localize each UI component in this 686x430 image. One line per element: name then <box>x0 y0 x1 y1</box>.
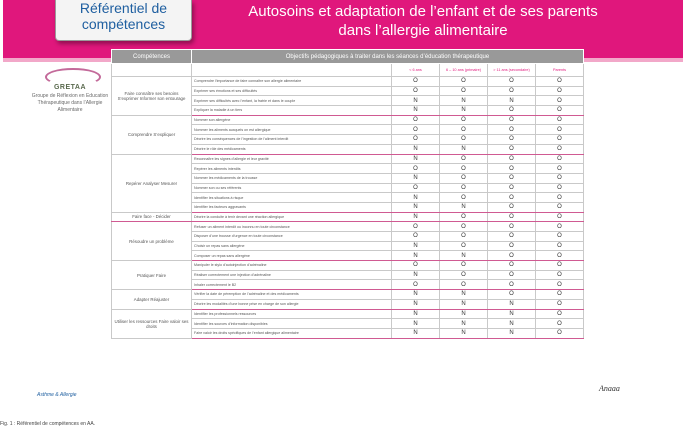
mark-cell: O <box>536 241 584 251</box>
table-row <box>112 115 584 125</box>
mark-cell: O <box>536 202 584 212</box>
mark-cell: N <box>440 309 488 319</box>
header-objectifs: Objectifs pédagogiques à traiter dans les séances d’éducation thérapeutique <box>192 50 584 64</box>
age-col-6-10: 6 – 10 ans (primaire) <box>440 64 488 77</box>
objective-cell: Nommer son allergène <box>192 115 392 125</box>
mark-cell: O <box>536 280 584 290</box>
objective-cell: Décrire les conséquences de l’ingestion de l’aliment interdit <box>192 135 392 145</box>
mark-cell: O <box>488 212 536 222</box>
mark-cell: O <box>536 193 584 203</box>
mark-cell: O <box>536 125 584 135</box>
objective-cell: Nommer son ou ses référents <box>192 183 392 193</box>
poster <box>3 0 683 408</box>
mark-cell: O <box>536 144 584 154</box>
mark-cell: O <box>536 135 584 145</box>
mark-cell: N <box>488 299 536 309</box>
mark-cell: O <box>392 261 440 271</box>
table-row <box>112 77 584 87</box>
mark-cell: O <box>536 251 584 261</box>
mark-cell: N <box>488 328 536 338</box>
age-header-spacer <box>112 64 192 77</box>
mark-cell: N <box>392 96 440 106</box>
table-row <box>112 261 584 271</box>
table-header-row <box>112 50 584 64</box>
mark-cell: O <box>536 222 584 232</box>
competence-cell: Repérer Analyser Mesurer <box>112 154 192 212</box>
competence-cell: Adapter Réajuster <box>112 290 192 309</box>
competence-cell: Comprendre S’expliquer <box>112 115 192 154</box>
mark-cell: N <box>392 202 440 212</box>
age-header-row <box>112 64 584 77</box>
mark-cell: O <box>440 125 488 135</box>
objective-cell: Manipuler le stylo d’autoinjection d’adrénaline <box>192 261 392 271</box>
mark-cell: O <box>440 183 488 193</box>
asthme-allergie-logo: Asthme & Allergie <box>37 392 77 398</box>
mark-cell: O <box>536 115 584 125</box>
mark-cell: O <box>440 135 488 145</box>
page-title: Autosoins et adaptation de l’enfant et de ses parents dans l’allergie alimentaire <box>248 3 598 39</box>
mark-cell: O <box>536 164 584 174</box>
gretaa-panel <box>31 62 109 408</box>
mark-cell: O <box>440 232 488 242</box>
mark-cell: N <box>440 202 488 212</box>
objective-cell: Refuser un aliment interdit ou inconnu en toute circonstance <box>192 222 392 232</box>
mark-cell: O <box>488 280 536 290</box>
objective-cell: Exprimer ses difficultés avec l’enfant, la fratrie et dans le couple <box>192 96 392 106</box>
objective-cell: Repérer les aliments interdits <box>192 164 392 174</box>
age-col-parents: Parents <box>536 64 584 77</box>
objective-cell: Faire valoir les droits spécifiques de l’enfant allergique alimentaire <box>192 328 392 338</box>
mark-cell: O <box>440 280 488 290</box>
mark-cell: O <box>440 164 488 174</box>
competence-cell: Utiliser les ressources Faire valoir ses droits <box>112 309 192 338</box>
objective-cell: Inhaler correctement le B2 <box>192 280 392 290</box>
mark-cell: O <box>392 86 440 96</box>
mark-cell: O <box>488 261 536 271</box>
competence-cell: Faire face - Décider <box>112 212 192 222</box>
objective-cell: Disposer d’une trousse d’urgence en toute circonstance <box>192 232 392 242</box>
header-competences: Compétences <box>112 50 192 64</box>
mark-cell: N <box>392 290 440 300</box>
objective-cell: Composer un repas sans allergène <box>192 251 392 261</box>
objective-cell: Identifier les professionnels ressources <box>192 309 392 319</box>
mark-cell: O <box>488 86 536 96</box>
mark-cell: O <box>488 183 536 193</box>
mark-cell: N <box>392 270 440 280</box>
mark-cell: O <box>488 222 536 232</box>
signature-logo: Anaaa <box>599 384 620 393</box>
objective-cell: Réaliser correctement une injection d’adrénaline <box>192 270 392 280</box>
mark-cell: O <box>440 193 488 203</box>
mark-cell: N <box>392 251 440 261</box>
mark-cell: O <box>536 86 584 96</box>
mark-cell: O <box>392 77 440 87</box>
mark-cell: O <box>440 212 488 222</box>
mark-cell: O <box>536 270 584 280</box>
mark-cell: O <box>488 125 536 135</box>
mark-cell: O <box>392 135 440 145</box>
mark-cell: N <box>392 154 440 164</box>
objective-cell: Décrire les modalités d’une bonne prise en charge de son allergie <box>192 299 392 309</box>
table-row <box>112 309 584 319</box>
mark-cell: O <box>392 232 440 242</box>
mark-cell: O <box>488 164 536 174</box>
objective-cell: Nommer les aliments auxquels on est allergique <box>192 125 392 135</box>
objective-cell: Identifier les facteurs aggravants <box>192 202 392 212</box>
mark-cell: N <box>488 319 536 329</box>
mark-cell: O <box>488 270 536 280</box>
mark-cell: O <box>392 164 440 174</box>
mark-cell: O <box>536 173 584 183</box>
competence-cell: Faire connaître ses besoins S’exprimer Informer son entourage <box>112 77 192 116</box>
mark-cell: O <box>536 328 584 338</box>
mark-cell: N <box>440 251 488 261</box>
mark-cell: O <box>488 290 536 300</box>
mark-cell: O <box>440 86 488 96</box>
objective-cell: Exprimer ses émotions et ses difficultés <box>192 86 392 96</box>
mark-cell: O <box>536 261 584 271</box>
objective-cell: Choisir un repas sans allergène <box>192 241 392 251</box>
objective-cell: Comprendre l’importance de faire connaître son allergie alimentaire <box>192 77 392 87</box>
mark-cell: O <box>440 154 488 164</box>
mark-cell: N <box>488 96 536 106</box>
mark-cell: N <box>440 96 488 106</box>
mark-cell: N <box>440 144 488 154</box>
referentiel-badge: Référentiel de compétences <box>55 0 192 41</box>
mark-cell: O <box>536 96 584 106</box>
mark-cell: N <box>392 144 440 154</box>
mark-cell: O <box>488 154 536 164</box>
mark-cell: N <box>440 328 488 338</box>
mark-cell: O <box>440 222 488 232</box>
mark-cell: N <box>392 319 440 329</box>
competence-cell: Pratiquer Faire <box>112 261 192 290</box>
table-row <box>112 222 584 232</box>
table-row <box>112 290 584 300</box>
objective-cell: Expliquer la maladie à un tiers <box>192 106 392 116</box>
mark-cell: N <box>440 299 488 309</box>
figure-caption: Fig. 1 : Référentiel de compétences en AA. <box>0 421 96 427</box>
objective-cell: Identifier les situations à risque <box>192 193 392 203</box>
mark-cell: O <box>536 232 584 242</box>
mark-cell: N <box>392 241 440 251</box>
mark-cell: O <box>488 251 536 261</box>
mark-cell: N <box>392 299 440 309</box>
mark-cell: O <box>488 144 536 154</box>
mark-cell: O <box>392 115 440 125</box>
mark-cell: N <box>392 212 440 222</box>
mark-cell: N <box>392 309 440 319</box>
table-row <box>112 212 584 222</box>
mark-cell: O <box>536 106 584 116</box>
mark-cell: O <box>488 115 536 125</box>
mark-cell: O <box>536 319 584 329</box>
mark-cell: O <box>392 222 440 232</box>
mark-cell: O <box>440 77 488 87</box>
objective-cell: Nommer les médicaments de la trousse <box>192 173 392 183</box>
mark-cell: N <box>392 106 440 116</box>
age-header-spacer <box>192 64 392 77</box>
mark-cell: O <box>536 77 584 87</box>
objective-cell: Décrire le rôle des médicaments <box>192 144 392 154</box>
mark-cell: O <box>488 193 536 203</box>
mark-cell: N <box>440 106 488 116</box>
mark-cell: O <box>392 125 440 135</box>
mark-cell: N <box>392 173 440 183</box>
objective-cell: Reconnaître les signes d’allergie et leur gravité <box>192 154 392 164</box>
mark-cell: O <box>488 173 536 183</box>
mark-cell: O <box>536 309 584 319</box>
table-row <box>112 154 584 164</box>
mark-cell: O <box>488 202 536 212</box>
mark-cell: O <box>536 183 584 193</box>
mark-cell: O <box>536 290 584 300</box>
mark-cell: N <box>440 319 488 329</box>
mark-cell: O <box>488 106 536 116</box>
mark-cell: N <box>440 290 488 300</box>
mark-cell: O <box>488 241 536 251</box>
mark-cell: O <box>440 261 488 271</box>
mark-cell: O <box>536 299 584 309</box>
gretaa-description: Groupe de Réflexion en Education Thérapeutique dans l’Allergie Alimentaire <box>31 93 109 113</box>
mark-cell: N <box>392 328 440 338</box>
age-col-over-11: > 11 ans (secondaire) <box>488 64 536 77</box>
mark-cell: N <box>392 193 440 203</box>
competence-table <box>111 49 584 339</box>
mark-cell: O <box>488 232 536 242</box>
objective-cell: Décrire la conduite à tenir devant une réaction allergique <box>192 212 392 222</box>
mark-cell: O <box>536 154 584 164</box>
mark-cell: O <box>536 212 584 222</box>
table-body <box>112 64 584 339</box>
age-col-under-6: < 6 ans <box>392 64 440 77</box>
competence-cell: Résoudre un problème <box>112 222 192 261</box>
mark-cell: O <box>440 115 488 125</box>
objective-cell: Vérifier la date de péremption de l’adrénaline et des médicaments <box>192 290 392 300</box>
objective-cell: Identifier les sources d’information disponibles <box>192 319 392 329</box>
gretaa-name: GRETAA <box>53 84 87 91</box>
mark-cell: O <box>392 183 440 193</box>
mark-cell: O <box>440 270 488 280</box>
mark-cell: O <box>440 173 488 183</box>
mark-cell: O <box>488 77 536 87</box>
mark-cell: O <box>440 241 488 251</box>
mark-cell: N <box>488 309 536 319</box>
mark-cell: O <box>488 135 536 145</box>
mark-cell: O <box>392 280 440 290</box>
